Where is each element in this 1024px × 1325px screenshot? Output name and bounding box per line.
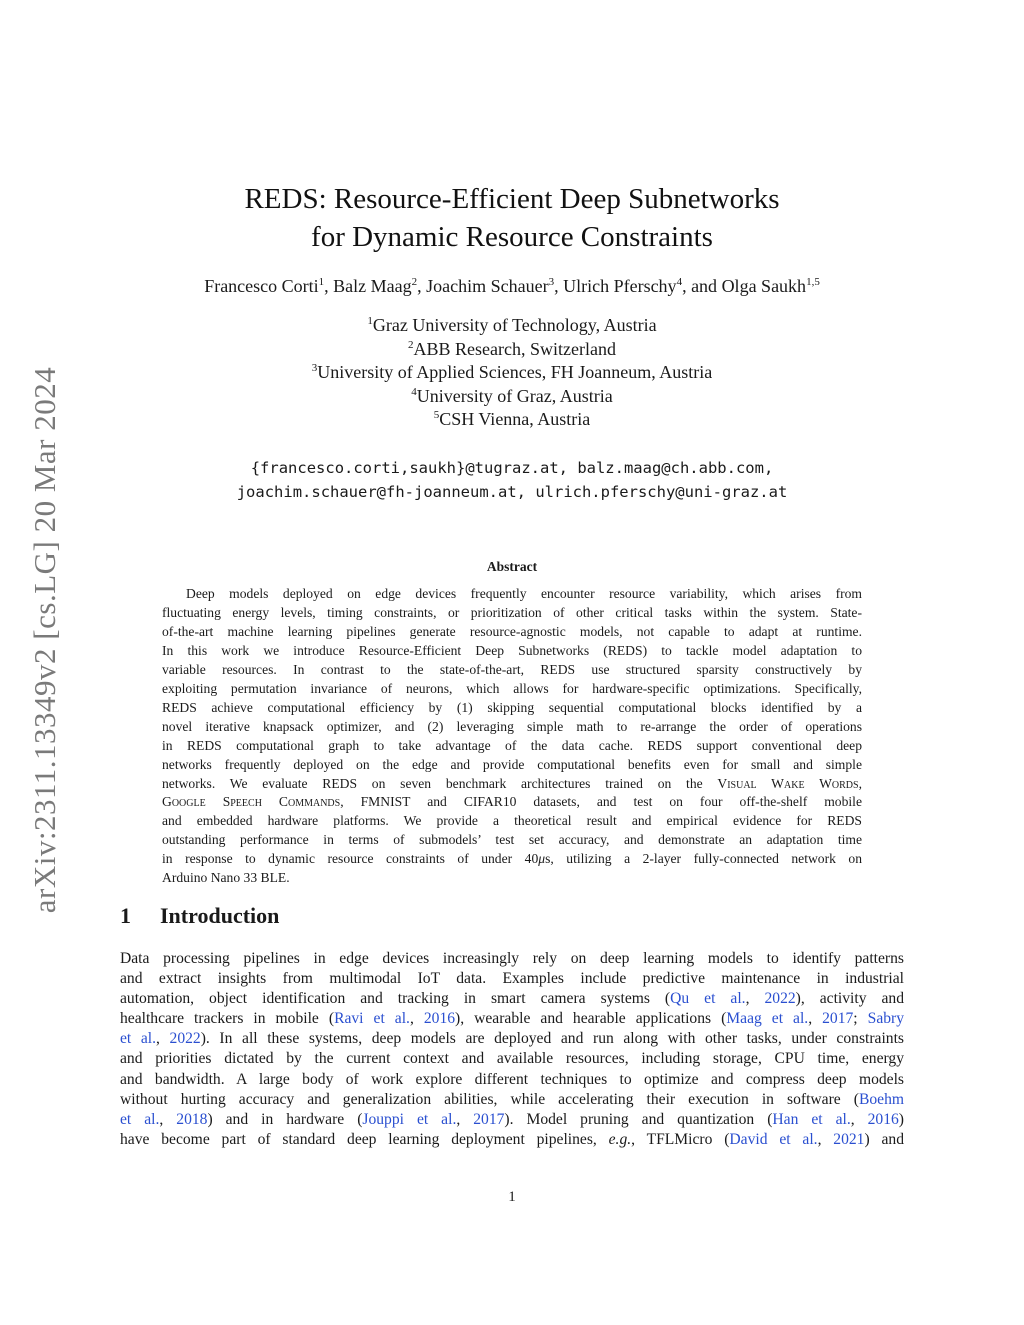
citation-link[interactable]: Maag et al.: [726, 1010, 809, 1028]
abstract-body: [162, 585, 862, 888]
author-name: Ulrich Pferschy: [563, 276, 677, 296]
emphasis: e.g.: [608, 1130, 632, 1148]
author-list: [120, 274, 904, 298]
text-run: in REDS computational graph to take advantage of the data cache. REDS support conventional deep: [162, 737, 862, 753]
citation-link[interactable]: 2018: [176, 1110, 208, 1128]
author-affil-mark: 4: [676, 276, 683, 288]
emphasis: μ: [538, 851, 546, 867]
section-heading-introduction: [120, 903, 904, 929]
abstract-line: [162, 585, 862, 604]
abstract-line: [162, 623, 862, 642]
text-run: and extract insights from multimodal IoT data. Examples include predictive maintenance in industrial: [120, 970, 904, 988]
affiliation-name: CSH Vienna, Austria: [439, 409, 591, 429]
abstract-line: [162, 775, 862, 794]
text-run: ,: [817, 1130, 834, 1148]
citation-link[interactable]: 2022: [764, 990, 796, 1008]
text-run: , FMNIST and CIFAR10 datasets, and test on four off-the-shelf mobile: [340, 794, 862, 810]
text-run: ,: [850, 1110, 868, 1128]
intro-line: [120, 1090, 904, 1110]
citation-link[interactable]: 2017: [822, 1010, 854, 1028]
citation-link[interactable]: 2021: [833, 1130, 865, 1148]
author-name: Francesco Corti: [204, 276, 319, 296]
intro-line: [120, 1070, 904, 1090]
citation-link[interactable]: 2016: [867, 1110, 899, 1128]
affiliation: [120, 408, 904, 432]
title-line-1: REDS: Resource-Efficient Deep Subnetworks: [244, 183, 780, 215]
text-run: and bandwidth. A large body of work explore different techniques to optimize and compress deep models: [120, 1070, 904, 1088]
text-run: REDS achieve computational efficiency by (1) skipping sequential computational blocks identified by a: [162, 699, 862, 715]
abstract-line: [162, 737, 862, 756]
text-run: ,: [456, 1110, 474, 1128]
author-separator: ,: [324, 276, 334, 296]
text-run: have become part of standard deep learning deployment pipelines,: [120, 1130, 609, 1148]
citation-link[interactable]: 2017: [473, 1110, 505, 1128]
text-run: ,: [745, 990, 765, 1008]
author-name: Joachim Schauer: [426, 276, 549, 296]
dataset-name: Visual Wake Words: [717, 775, 859, 791]
text-run: and embedded hardware platforms. We provide a theoretical result and empirical evidence for REDS: [162, 813, 862, 829]
citation-link[interactable]: Jouppi et al.: [362, 1110, 457, 1128]
abstract-line: [162, 812, 862, 831]
text-run: healthcare trackers in mobile (: [120, 1010, 335, 1028]
text-run: networks. We evaluate REDS on seven benchmark architectures trained on the: [162, 775, 718, 791]
affiliation: [120, 361, 904, 385]
abstract-heading: Abstract: [486, 559, 538, 574]
intro-line: [120, 1029, 904, 1049]
intro-line: [120, 949, 904, 969]
title-line-2: for Dynamic Resource Constraints: [311, 221, 713, 253]
affiliation-name: ABB Research, Switzerland: [413, 338, 616, 359]
affiliation: [120, 338, 904, 362]
author-separator: ,: [554, 276, 564, 296]
email-block: [120, 456, 904, 504]
intro-line: [120, 1110, 904, 1130]
affiliation: [120, 385, 904, 409]
affiliation-number: 3: [311, 362, 318, 374]
author-affil-mark: 1,5: [806, 276, 820, 288]
abstract-line: [162, 850, 862, 869]
text-run: novel iterative knapsack optimizer, and (2) leveraging simple math to re-arrange the order of operations: [162, 718, 862, 734]
text-run: fluctuating energy levels, timing constraints, or prioritization of other critical tasks within the system. State-: [162, 604, 862, 620]
citation-link[interactable]: et al.: [120, 1110, 160, 1128]
paper-title: [120, 180, 904, 256]
author-affil-mark: 2: [411, 276, 418, 288]
intro-line: [120, 969, 904, 989]
abstract-line: [162, 699, 862, 718]
text-run: Deep models deployed on edge devices frequently encounter resource variability, which arises from: [186, 586, 862, 601]
abstract-line: [162, 756, 862, 775]
affiliation-name: University of Graz, Austria: [416, 385, 613, 406]
text-run: ), activity and: [795, 990, 904, 1008]
author-name: Balz Maag: [333, 276, 412, 296]
citation-link[interactable]: 2022: [169, 1030, 201, 1048]
text-run: automation, object identification and tracking in smart camera systems (: [120, 990, 671, 1008]
citation-link[interactable]: Sabry: [867, 1010, 905, 1028]
text-run: of-the-art machine learning pipelines generate resource-agnostic models, not capable to adapt at runtime.: [162, 623, 862, 639]
section-title: Introduction: [160, 903, 280, 928]
intro-line: [120, 989, 904, 1009]
text-run: Arduino Nano 33 BLE.: [162, 870, 290, 886]
intro-line: [120, 1130, 904, 1150]
affiliation-name: University of Applied Sciences, FH Joanneum, Austria: [317, 362, 713, 382]
page-number: 1: [508, 1189, 516, 1205]
text-run: and priorities dictated by the current context and available resources, including storage, CPU time, energy: [120, 1050, 904, 1068]
abstract-line: [162, 661, 862, 680]
affiliation-number: 4: [411, 385, 417, 398]
abstract-line: [162, 680, 862, 699]
author-separator: , and: [682, 276, 722, 296]
citation-link[interactable]: Han et al.: [772, 1110, 851, 1128]
intro-line: [120, 1049, 904, 1069]
text-run: ). Model pruning and quantization (: [504, 1110, 773, 1128]
affiliation-number: 2: [408, 338, 414, 351]
text-run: ,: [156, 1030, 170, 1048]
text-run: ). In all these systems, deep models are deployed and run along with other tasks, under constraints: [200, 1030, 904, 1048]
intro-line: [120, 1009, 904, 1029]
text-run: ,: [808, 1010, 823, 1028]
abstract-line: [162, 604, 862, 623]
text-run: ) and in hardware (: [207, 1110, 363, 1128]
dataset-name: Google Speech Commands: [162, 794, 341, 810]
arxiv-stamp-text: arXiv:2311.13349v2 [cs.LG] 20 Mar 2024: [27, 366, 63, 914]
affiliation-number: 1: [367, 315, 373, 327]
affiliation: [120, 314, 904, 338]
text-run: ) and: [864, 1130, 904, 1148]
author-affil-mark: 3: [548, 276, 555, 288]
introduction-body: [120, 949, 904, 1150]
text-run: in response to dynamic resource constraints of under 40: [162, 851, 539, 867]
abstract-line: [162, 642, 862, 661]
email-line-1: {francesco.corti,saukh}@tugraz.at, balz.maag@ch.abb.com,: [250, 459, 774, 477]
text-run: ;: [853, 1010, 868, 1028]
citation-link[interactable]: David et al.: [729, 1130, 818, 1148]
abstract-line: [162, 718, 862, 737]
abstract-line: [162, 831, 862, 850]
text-run: ,: [409, 1010, 424, 1028]
author-affil-mark: 1: [318, 276, 325, 288]
text-run: without hurting accuracy and generalization abilities, while accelerating their execution in software (: [120, 1090, 859, 1108]
abstract-line: [162, 793, 862, 812]
text-run: Data processing pipelines in edge devices increasingly rely on deep learning models to identify patterns: [120, 950, 904, 967]
arxiv-stamp: [10, 360, 80, 920]
affiliation-list: [120, 314, 904, 432]
text-run: In this work we introduce Resource-Efficient Deep Subnetworks (REDS) to tackle model adaptation to: [162, 642, 862, 658]
citation-link[interactable]: Qu et al.: [670, 990, 746, 1008]
text-run: variable resources. In contrast to the state-of-the-art, REDS use structured sparsity constructively by: [162, 661, 862, 677]
text-run: exploiting permutation invariance of neurons, which allows for hardware-specific optimizations. Specifically,: [162, 680, 862, 696]
citation-link[interactable]: Boehm: [858, 1090, 904, 1108]
text-run: ): [898, 1110, 904, 1128]
abstract-line: [162, 869, 862, 888]
text-run: ,: [858, 775, 862, 791]
affiliation-number: 5: [433, 409, 440, 421]
author-separator: ,: [417, 276, 427, 296]
author-name: Olga Saukh: [721, 276, 807, 296]
citation-link[interactable]: 2016: [423, 1010, 456, 1028]
affiliation-name: Graz University of Technology, Austria: [372, 315, 657, 335]
text-run: , TFLMicro (: [631, 1130, 730, 1148]
email-line-2: joachim.schauer@fh-joanneum.at, ulrich.pferschy@uni-graz.at: [236, 483, 788, 501]
citation-link[interactable]: et al.: [120, 1030, 157, 1048]
section-number: 1: [120, 903, 131, 928]
text-run: outstanding performance in terms of submodels’ test set accuracy, and demonstrate an adaptation time: [162, 832, 862, 848]
text-run: ), wearable and hearable applications (: [455, 1010, 727, 1028]
citation-link[interactable]: Ravi et al.: [334, 1010, 410, 1028]
text-run: networks frequently deployed on the edge and provide computational benefits even for small and simple: [162, 756, 862, 772]
text-run: ,: [159, 1110, 177, 1128]
text-run: s, utilizing a 2-layer fully-connected network on: [545, 851, 862, 867]
